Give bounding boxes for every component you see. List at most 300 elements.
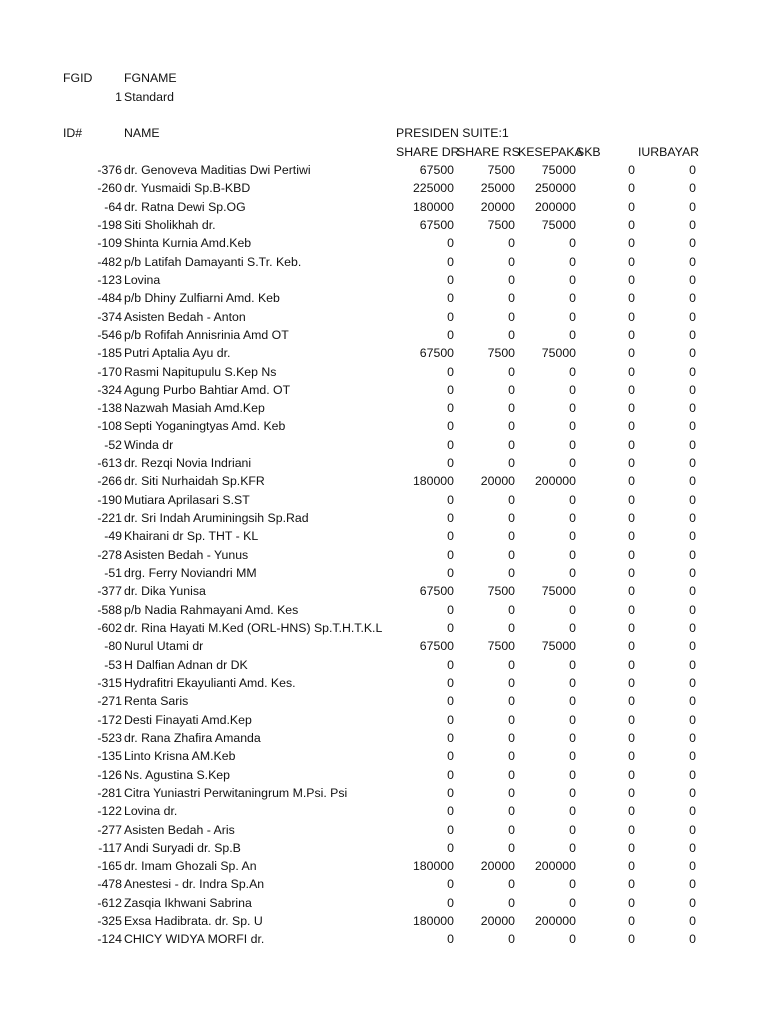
table-row (0, 456, 768, 474)
row-name: Renta Saris (124, 694, 189, 709)
table-row (0, 749, 768, 767)
table-row (0, 859, 768, 877)
row-skb: 0 (628, 602, 635, 617)
row-iurbayar: 0 (689, 236, 696, 251)
row-name: dr. Genoveva Maditias Dwi Pertiwi (124, 163, 311, 177)
table-row (0, 603, 768, 621)
row-name: Asisten Bedah - Anton (124, 309, 246, 324)
row-kesepakatan: 75000 (541, 346, 576, 361)
row-iurbayar: 0 (689, 511, 696, 526)
fgid-label: FGID (63, 71, 93, 85)
row-kesepakatan: 0 (569, 511, 576, 526)
row-share-dr: 0 (447, 401, 454, 416)
row-iurbayar: 0 (689, 639, 696, 654)
row-skb: 0 (628, 474, 635, 489)
row-skb: 0 (628, 199, 635, 214)
row-share-rs: 0 (508, 419, 515, 434)
table-row (0, 401, 768, 419)
row-id: -377 (97, 584, 122, 599)
row-share-rs: 0 (508, 364, 515, 379)
row-kesepakatan: 0 (569, 309, 576, 324)
row-id: -546 (97, 327, 122, 342)
row-iurbayar: 0 (689, 254, 696, 269)
row-skb: 0 (628, 181, 635, 196)
row-iurbayar: 0 (689, 474, 696, 489)
row-share-dr: 0 (447, 730, 454, 745)
row-kesepakatan: 0 (569, 621, 576, 635)
row-share-rs: 0 (508, 657, 515, 672)
row-name: dr. Yusmaidi Sp.B-KBD (124, 181, 251, 196)
row-name: Lovina dr. (124, 804, 178, 819)
row-share-rs: 0 (508, 492, 515, 507)
row-id: -172 (97, 712, 122, 727)
row-share-rs: 0 (508, 291, 515, 306)
row-share-rs: 0 (508, 767, 515, 782)
row-id: -260 (97, 181, 122, 196)
row-skb: 0 (628, 657, 635, 672)
row-kesepakatan: 200000 (534, 914, 576, 929)
row-share-rs: 0 (508, 401, 515, 416)
row-kesepakatan: 0 (569, 675, 576, 690)
row-iurbayar: 0 (689, 657, 696, 672)
row-share-rs: 0 (508, 804, 515, 819)
row-kesepakatan: 75000 (541, 163, 576, 177)
row-skb: 0 (628, 456, 635, 471)
row-share-dr: 0 (447, 767, 454, 782)
row-id: -315 (97, 675, 122, 690)
row-share-dr: 0 (447, 511, 454, 526)
skb-column-header: SKB (576, 145, 601, 159)
row-id: -80 (104, 639, 122, 654)
row-id: -135 (97, 749, 122, 764)
table-row (0, 548, 768, 566)
row-id: -49 (104, 529, 122, 544)
fg-id-value: 1 (115, 90, 122, 104)
row-iurbayar: 0 (689, 291, 696, 306)
table-row (0, 584, 768, 602)
row-share-rs: 20000 (480, 859, 515, 874)
row-skb: 0 (628, 254, 635, 269)
row-id: -53 (104, 657, 122, 672)
row-name: Shinta Kurnia Amd.Keb (124, 236, 252, 251)
row-name: CHICY WIDYA MORFI dr. (124, 932, 265, 947)
row-share-dr: 0 (447, 712, 454, 727)
row-skb: 0 (628, 822, 635, 837)
row-kesepakatan: 0 (569, 327, 576, 342)
row-iurbayar: 0 (689, 547, 696, 562)
row-id: -64 (104, 199, 122, 214)
table-row (0, 529, 768, 547)
row-iurbayar: 0 (689, 602, 696, 617)
row-name: Nurul Utami dr (124, 639, 204, 654)
table-row (0, 328, 768, 346)
table-row (0, 310, 768, 328)
row-share-dr: 0 (447, 364, 454, 379)
row-skb: 0 (628, 859, 635, 874)
row-skb: 0 (628, 694, 635, 709)
row-iurbayar: 0 (689, 621, 696, 635)
row-share-rs: 7500 (487, 217, 515, 232)
row-iurbayar: 0 (689, 181, 696, 196)
row-iurbayar: 0 (689, 730, 696, 745)
row-iurbayar: 0 (689, 419, 696, 434)
table-row (0, 200, 768, 218)
row-share-dr: 0 (447, 529, 454, 544)
table-row (0, 804, 768, 822)
row-kesepakatan: 0 (569, 437, 576, 452)
row-name: dr. Imam Ghozali Sp. An (124, 859, 257, 874)
row-iurbayar: 0 (689, 877, 696, 892)
row-skb: 0 (628, 730, 635, 745)
row-iurbayar: 0 (689, 785, 696, 800)
row-skb: 0 (628, 419, 635, 434)
row-name: dr. Sri Indah Aruminingsih Sp.Rad (124, 511, 309, 526)
row-share-dr: 67500 (419, 584, 454, 599)
row-name: Winda dr (124, 437, 174, 452)
row-kesepakatan: 0 (569, 492, 576, 507)
row-id: -376 (97, 163, 122, 177)
row-share-dr: 0 (447, 291, 454, 306)
row-iurbayar: 0 (689, 675, 696, 690)
row-id: -170 (97, 364, 122, 379)
row-skb: 0 (628, 712, 635, 727)
row-id: -138 (97, 401, 122, 416)
row-skb: 0 (628, 217, 635, 232)
row-share-rs: 0 (508, 694, 515, 709)
row-iurbayar: 0 (689, 401, 696, 416)
row-iurbayar: 0 (689, 932, 696, 947)
table-row (0, 621, 768, 639)
row-share-dr: 225000 (412, 181, 454, 196)
row-skb: 0 (628, 895, 635, 910)
row-share-dr: 0 (447, 309, 454, 324)
row-id: -324 (97, 382, 122, 397)
row-skb: 0 (628, 675, 635, 690)
row-share-rs: 0 (508, 840, 515, 855)
row-skb: 0 (628, 804, 635, 819)
row-share-dr: 0 (447, 895, 454, 910)
row-id: -266 (97, 474, 122, 489)
row-kesepakatan: 0 (569, 712, 576, 727)
row-name: Mutiara Aprilasari S.ST (124, 492, 250, 507)
row-share-dr: 0 (447, 382, 454, 397)
row-name: Lovina (124, 272, 161, 287)
row-id: -602 (97, 621, 122, 635)
row-name: Septi Yoganingtyas Amd. Keb (124, 419, 286, 434)
row-kesepakatan: 200000 (534, 474, 576, 489)
table-row (0, 841, 768, 859)
row-kesepakatan: 0 (569, 749, 576, 764)
row-share-rs: 0 (508, 309, 515, 324)
row-skb: 0 (628, 511, 635, 526)
row-share-rs: 0 (508, 382, 515, 397)
row-share-dr: 180000 (412, 859, 454, 874)
row-skb: 0 (628, 547, 635, 562)
table-row (0, 474, 768, 492)
row-skb: 0 (628, 437, 635, 452)
row-name: H Dalfian Adnan dr DK (124, 657, 248, 672)
row-skb: 0 (628, 767, 635, 782)
row-kesepakatan: 0 (569, 236, 576, 251)
row-share-rs: 20000 (480, 474, 515, 489)
row-id: -484 (97, 291, 122, 306)
row-id: -374 (97, 309, 122, 324)
row-name: Citra Yuniastri Perwitaningrum M.Psi. Psi (124, 785, 348, 800)
row-id: -109 (97, 236, 122, 251)
row-kesepakatan: 0 (569, 529, 576, 544)
table-row (0, 658, 768, 676)
fg-name-value: Standard (124, 90, 174, 104)
row-share-rs: 0 (508, 511, 515, 526)
row-share-rs: 0 (508, 547, 515, 562)
row-skb: 0 (628, 584, 635, 599)
row-share-rs: 25000 (480, 181, 515, 196)
row-skb: 0 (628, 621, 635, 635)
row-id: -281 (97, 785, 122, 800)
row-name: Agung Purbo Bahtiar Amd. OT (124, 382, 291, 397)
row-name: dr. Rina Hayati M.Ked (ORL-HNS) Sp.T.H.T.K.L (124, 621, 383, 635)
row-kesepakatan: 0 (569, 822, 576, 837)
row-iurbayar: 0 (689, 529, 696, 544)
table-row (0, 932, 768, 950)
row-skb: 0 (628, 529, 635, 544)
row-iurbayar: 0 (689, 309, 696, 324)
row-share-rs: 0 (508, 675, 515, 690)
row-id: -478 (97, 877, 122, 892)
row-share-dr: 180000 (412, 474, 454, 489)
id-column-header: ID# (63, 126, 83, 140)
row-iurbayar: 0 (689, 456, 696, 471)
row-id: -523 (97, 730, 122, 745)
row-name: Asisten Bedah - Yunus (124, 547, 249, 562)
row-kesepakatan: 0 (569, 767, 576, 782)
row-share-rs: 0 (508, 712, 515, 727)
table-row (0, 346, 768, 364)
row-share-dr: 0 (447, 932, 454, 947)
row-kesepakatan: 0 (569, 364, 576, 379)
row-share-dr: 0 (447, 254, 454, 269)
row-name: Asisten Bedah - Aris (124, 822, 235, 837)
row-share-rs: 0 (508, 456, 515, 471)
table-row (0, 713, 768, 731)
row-share-dr: 67500 (419, 346, 454, 361)
table-row (0, 493, 768, 511)
row-kesepakatan: 0 (569, 932, 576, 947)
table-row (0, 438, 768, 456)
row-iurbayar: 0 (689, 437, 696, 452)
table-row (0, 291, 768, 309)
row-skb: 0 (628, 346, 635, 361)
row-iurbayar: 0 (689, 217, 696, 232)
row-kesepakatan: 0 (569, 547, 576, 562)
table-row (0, 511, 768, 529)
row-name: Nazwah Masiah Amd.Kep (124, 401, 265, 416)
row-iurbayar: 0 (689, 914, 696, 929)
row-iurbayar: 0 (689, 327, 696, 342)
row-name: p/b Nadia Rahmayani Amd. Kes (124, 602, 299, 617)
row-share-rs: 0 (508, 254, 515, 269)
row-share-dr: 0 (447, 822, 454, 837)
row-iurbayar: 0 (689, 749, 696, 764)
row-share-rs: 20000 (480, 914, 515, 929)
row-share-rs: 0 (508, 621, 515, 635)
row-id: -612 (97, 895, 122, 910)
row-share-rs: 0 (508, 749, 515, 764)
table-row (0, 731, 768, 749)
row-kesepakatan: 0 (569, 456, 576, 471)
row-iurbayar: 0 (689, 346, 696, 361)
row-id: -165 (97, 859, 122, 874)
row-name: p/b Latifah Damayanti S.Tr. Keb. (124, 254, 302, 269)
row-kesepakatan: 0 (569, 382, 576, 397)
row-kesepakatan: 0 (569, 694, 576, 709)
row-share-dr: 180000 (412, 199, 454, 214)
row-share-rs: 7500 (487, 163, 515, 177)
row-share-rs: 0 (508, 932, 515, 947)
row-id: -482 (97, 254, 122, 269)
row-kesepakatan: 0 (569, 730, 576, 745)
row-iurbayar: 0 (689, 163, 696, 177)
row-share-dr: 0 (447, 566, 454, 581)
row-share-rs: 0 (508, 566, 515, 581)
row-name: dr. Rezqi Novia Indriani (124, 456, 252, 471)
row-share-rs: 0 (508, 437, 515, 452)
name-column-header: NAME (124, 126, 160, 140)
row-name: dr. Siti Nurhaidah Sp.KFR (124, 474, 265, 489)
table-row (0, 419, 768, 437)
row-skb: 0 (628, 236, 635, 251)
row-name: Siti Sholikhah dr. (124, 217, 216, 232)
row-kesepakatan: 0 (569, 272, 576, 287)
row-id: -221 (97, 511, 122, 526)
row-share-rs: 0 (508, 877, 515, 892)
row-name: Ns. Agustina S.Kep (124, 767, 230, 782)
row-share-dr: 0 (447, 785, 454, 800)
row-kesepakatan: 0 (569, 895, 576, 910)
row-share-dr: 0 (447, 694, 454, 709)
row-name: dr. Rana Zhafira Amanda (124, 730, 261, 745)
row-share-dr: 67500 (419, 217, 454, 232)
row-kesepakatan: 250000 (534, 181, 576, 196)
row-share-dr: 0 (447, 804, 454, 819)
row-name: Exsa Hadibrata. dr. Sp. U (124, 914, 263, 929)
row-skb: 0 (628, 749, 635, 764)
row-share-rs: 0 (508, 785, 515, 800)
row-share-dr: 0 (447, 657, 454, 672)
row-name: Zasqia Ikhwani Sabrina (124, 895, 252, 910)
row-iurbayar: 0 (689, 859, 696, 874)
row-share-dr: 0 (447, 272, 454, 287)
row-id: -117 (98, 840, 122, 855)
row-share-dr: 67500 (419, 639, 454, 654)
row-share-rs: 0 (508, 327, 515, 342)
table-row (0, 163, 768, 181)
row-name: Desti Finayati Amd.Kep (124, 712, 252, 727)
table-row (0, 914, 768, 932)
table-row (0, 877, 768, 895)
row-share-dr: 0 (447, 236, 454, 251)
row-share-dr: 0 (447, 492, 454, 507)
row-kesepakatan: 75000 (541, 217, 576, 232)
table-row (0, 383, 768, 401)
row-share-dr: 0 (447, 419, 454, 434)
row-share-rs: 7500 (487, 639, 515, 654)
row-kesepakatan: 0 (569, 291, 576, 306)
row-id: -190 (97, 492, 122, 507)
row-kesepakatan: 0 (569, 877, 576, 892)
row-share-dr: 0 (447, 749, 454, 764)
table-row (0, 566, 768, 584)
row-kesepakatan: 75000 (541, 584, 576, 599)
row-kesepakatan: 0 (569, 804, 576, 819)
row-skb: 0 (628, 291, 635, 306)
row-skb: 0 (628, 364, 635, 379)
row-id: -278 (97, 547, 122, 562)
row-share-dr: 67500 (419, 163, 454, 177)
row-share-dr: 0 (447, 327, 454, 342)
row-share-dr: 0 (447, 456, 454, 471)
row-skb: 0 (628, 914, 635, 929)
table-row (0, 823, 768, 841)
row-share-rs: 20000 (480, 199, 515, 214)
row-id: -613 (97, 456, 122, 471)
row-skb: 0 (628, 309, 635, 324)
row-name: Andi Suryadi dr. Sp.B (124, 840, 241, 855)
row-skb: 0 (628, 785, 635, 800)
table-row (0, 768, 768, 786)
row-id: -588 (97, 602, 122, 617)
row-kesepakatan: 0 (569, 401, 576, 416)
table-row (0, 896, 768, 914)
row-share-rs: 7500 (487, 346, 515, 361)
share-dr-column-header: SHARE DR (396, 145, 460, 159)
table-row (0, 786, 768, 804)
row-skb: 0 (628, 382, 635, 397)
row-id: -124 (97, 932, 122, 947)
row-iurbayar: 0 (689, 895, 696, 910)
row-share-dr: 0 (447, 547, 454, 562)
section-title: PRESIDEN SUITE:1 (396, 126, 509, 140)
row-name: Linto Krisna AM.Keb (124, 749, 236, 764)
table-row (0, 255, 768, 273)
row-name: Rasmi Napitupulu S.Kep Ns (124, 364, 277, 379)
row-share-dr: 0 (447, 602, 454, 617)
row-name: dr. Ratna Dewi Sp.OG (124, 199, 246, 214)
row-id: -122 (97, 804, 122, 819)
row-name: p/b Dhiny Zulfiarni Amd. Keb (124, 291, 280, 306)
fgname-label: FGNAME (124, 71, 177, 85)
iurbayar-column-header: IURBAYAR (638, 145, 700, 159)
row-skb: 0 (628, 840, 635, 855)
row-iurbayar: 0 (689, 272, 696, 287)
row-id: -123 (97, 272, 122, 287)
row-iurbayar: 0 (689, 840, 696, 855)
row-skb: 0 (628, 932, 635, 947)
row-skb: 0 (628, 401, 635, 416)
row-kesepakatan: 75000 (541, 639, 576, 654)
table-row (0, 676, 768, 694)
row-iurbayar: 0 (689, 822, 696, 837)
row-name: p/b Rofifah Annisrinia Amd OT (124, 327, 289, 342)
row-iurbayar: 0 (689, 712, 696, 727)
row-share-dr: 0 (447, 437, 454, 452)
row-kesepakatan: 0 (569, 602, 576, 617)
row-iurbayar: 0 (689, 492, 696, 507)
row-name: Anestesi - dr. Indra Sp.An (124, 877, 265, 892)
table-row (0, 181, 768, 199)
row-kesepakatan: 0 (569, 566, 576, 581)
row-kesepakatan: 200000 (534, 199, 576, 214)
